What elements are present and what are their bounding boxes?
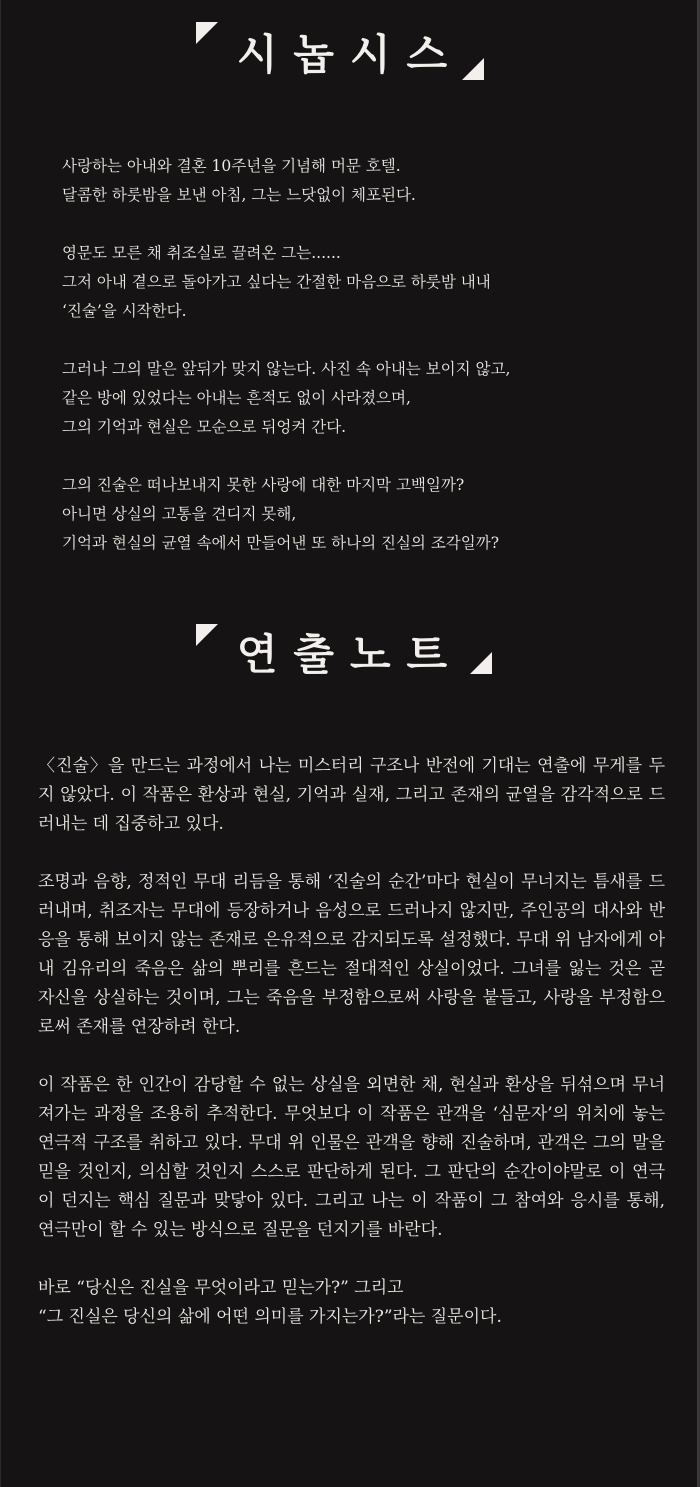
synopsis-heading-block: [0, 18, 700, 82]
corner-triangle-bottom-right-icon: [470, 652, 492, 674]
synopsis-paragraph: 그의 진술은 떠나보내지 못한 사랑에 대한 마지막 고백일까? 아니면 상실의 고통을 견디지 못해, 기억과 현실의 균열 속에서 만들어낸 또 하나의 진실의 조각일까?: [62, 476, 500, 552]
synopsis-body: [62, 152, 662, 587]
notes-body: [38, 752, 665, 1361]
synopsis-paragraph: 영문도 모른 채 취조실로 끌려온 그는...... 그저 아내 곁으로 돌아가고 싶다는 간절한 마음으로 하룻밤 내내 ‘진술’을 시작한다.: [62, 244, 491, 320]
synopsis-heading: 시놉시스: [236, 30, 464, 79]
synopsis-paragraph: 그러나 그의 말은 앞뒤가 맞지 않는다. 사진 속 아내는 보이지 않고, 같은 방에 있었다는 아내는 흔적도 없이 사라졌으며, 그의 기억과 현실은 모순으로 뒤엉켜 간다.: [62, 360, 511, 436]
notes-closing-question: 바로 “당신은 진실을 무엇이라고 믿는가?” 그리고 “그 진실은 당신의 삶에 어떤 의미를 가지는가?”라는 질문이다.: [38, 1278, 502, 1327]
synopsis-paragraph: 사랑하는 아내와 결혼 10주년을 기념해 머문 호텔. 달콤한 하룻밤을 보낸 아침, 그는 느닷없이 체포된다.: [62, 157, 416, 204]
corner-triangle-bottom-right-icon: [462, 58, 484, 80]
notes-paragraph: 조명과 음향, 정적인 무대 리듬을 통해 ‘진술의 순간’마다 현실이 무너지는 틈새를 드러내며, 취조자는 무대에 등장하거나 음성으로 드러나지 않지만, 주인공의 대사와 반응을 통해 보이지 않는 존재로 은유적으로 감지되도록 설정했다. 무대 위 남자에게 아내 김유리의 죽음은 삶의 뿌리를 흔드는 절대적인 상실이었다. 그녀를 잃는 것은 곧 자신을 상실하는 것이며, 그는 죽음을 부정함으로써 사랑을 붙들고, 사랑을 부정함으로써 존재를 연장하려 한다.: [38, 872, 665, 1037]
notes-heading: 연출노트: [236, 630, 464, 679]
notes-paragraph: 〈진술〉을 만드는 과정에서 나는 미스터리 구조나 반전에 기대는 연출에 무게를 두지 않았다. 이 작품은 환상과 현실, 기억과 실재, 그리고 존재의 균열을 감각적으로 드러내는 데 집중하고 있다.: [38, 756, 665, 834]
notes-paragraph: 이 작품은 한 인간이 감당할 수 없는 상실을 외면한 채, 현실과 환상을 뒤섞으며 무너져가는 과정을 조용히 추적한다. 무엇보다 이 작품은 관객을 ‘심문자’의 위치에 놓는 연극적 구조를 취하고 있다. 무대 위 인물은 관객을 향해 진술하며, 관객은 그의 말을 믿을 것인지, 의심할 것인지 스스로 판단하게 된다. 그 판단의 순간이야말로 이 연극이 던지는 핵심 질문과 맞닿아 있다. 그리고 나는 이 작품이 그 참여와 응시를 통해, 연극만이 할 수 있는 방식으로 질문을 던지기를 바란다.: [38, 1075, 665, 1240]
notes-heading-block: [0, 618, 700, 682]
left-edge-line: [0, 0, 1, 1487]
